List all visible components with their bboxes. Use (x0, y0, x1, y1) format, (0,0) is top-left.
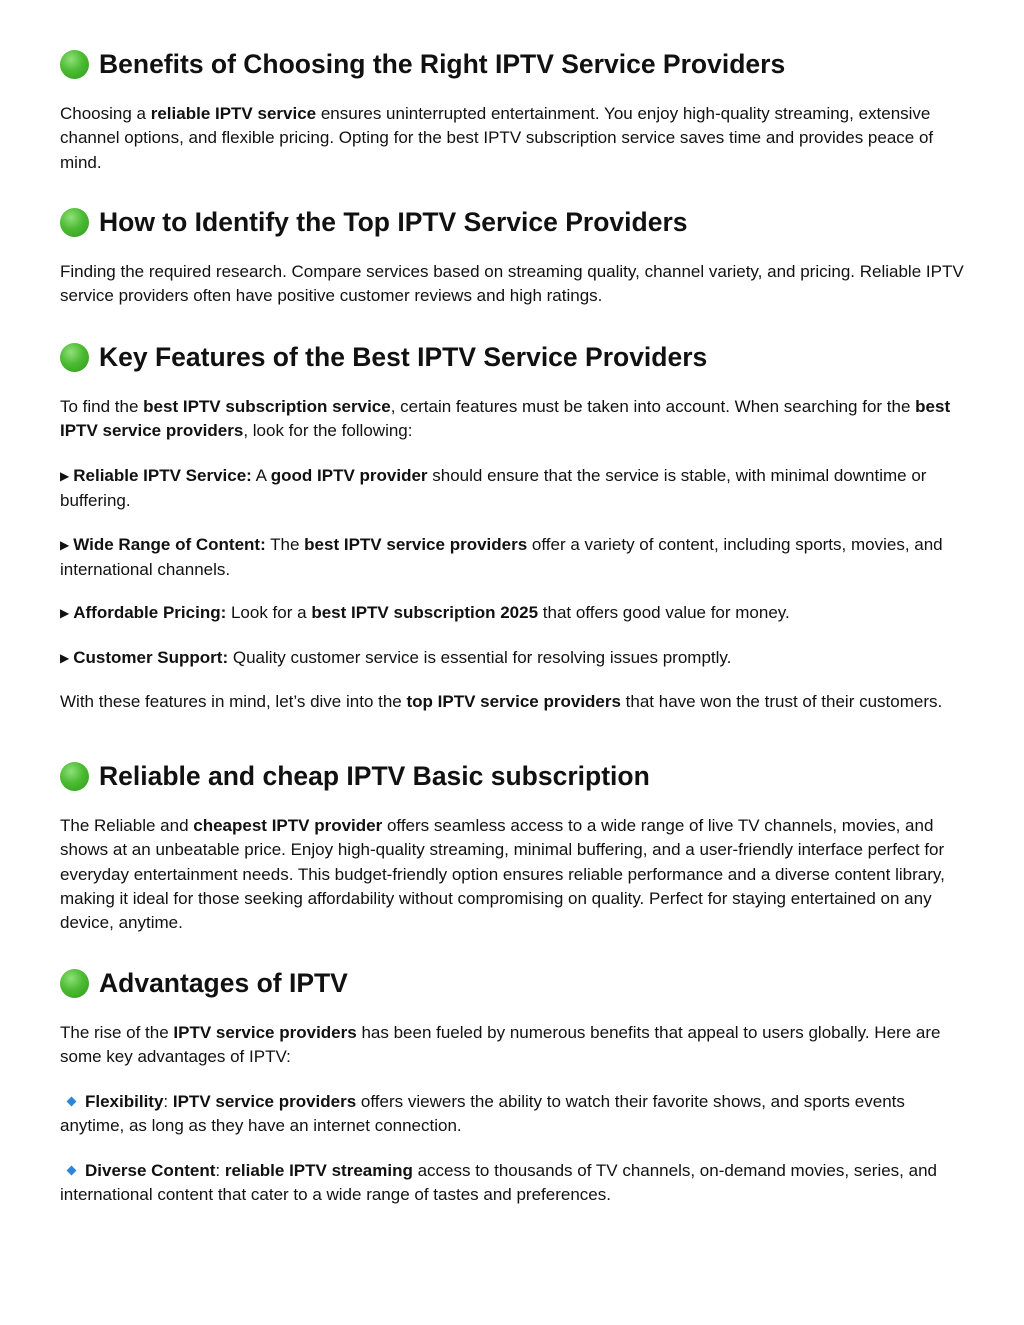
text-span: : (215, 1161, 225, 1180)
feature-title: Reliable IPTV Service: (73, 466, 252, 485)
text-span: The (265, 535, 305, 554)
text-span: The Reliable and (60, 816, 194, 835)
text-span: : (163, 1092, 173, 1111)
text-span: To find the (60, 397, 144, 416)
feature-item (60, 464, 970, 514)
paragraph-text (60, 690, 970, 714)
bold-keyword: best IPTV service providers (304, 535, 528, 554)
section-benefits (60, 48, 970, 80)
feature-text (60, 646, 970, 671)
heading-text: Reliable and cheap IPTV Basic subscription (99, 761, 650, 791)
advantage-item (60, 1159, 970, 1208)
text-span: , certain features must be taken into account. When searching for the (390, 397, 916, 416)
bold-keyword: IPTV service providers (172, 1092, 357, 1111)
advantage-text (60, 1090, 970, 1139)
text-span: that offers good value for money. (538, 603, 790, 622)
bold-keyword: best IPTV subscription service (143, 397, 391, 416)
triangle-right-icon: ▶ (60, 538, 70, 552)
green-circle-icon (60, 343, 89, 372)
text-span: should ensure that the service is stable, with minimal downtime or buffering. (60, 466, 927, 511)
advantage-title: Diverse Content (85, 1161, 216, 1180)
triangle-right-icon: ▶ (60, 606, 70, 620)
text-span: With these features in mind, let’s dive into the (60, 692, 407, 711)
text-span: that have won the trust of their customers. (620, 692, 943, 711)
section-heading (60, 206, 970, 238)
text-span: ensures uninterrupted entertainment. You enjoy high-quality streaming, extensive channel options, and flexible pricing. Opting for the best IPTV subscription service saves time and provides peace of mind. (60, 104, 934, 172)
text-span: has been fueled by numerous benefits that appeal to users globally. Here are some key advantages of IPTV: (60, 1023, 941, 1067)
paragraph (60, 814, 970, 935)
text-span: access to thousands of TV channels, on-demand movies, series, and international content that cater to a wide range of tastes and preferences. (60, 1161, 937, 1205)
section-advantages (60, 967, 970, 999)
text-span: A (251, 466, 271, 485)
feature-title: Affordable Pricing: (73, 603, 227, 622)
section-heading (60, 48, 970, 80)
green-circle-icon (60, 50, 89, 79)
section-heading (60, 341, 970, 373)
feature-text (60, 464, 970, 514)
feature-title: Wide Range of Content: (73, 535, 266, 554)
feature-item (60, 533, 970, 583)
feature-item (60, 646, 970, 671)
text-span: offer a variety of content, including sports, movies, and international channels. (60, 535, 943, 580)
text-span: The rise of the (60, 1023, 174, 1042)
paragraph-text: Finding the required research. Compare services based on streaming quality, channel variety, and pricing. Reliable IPTV service providers often have positive customer reviews and high ratings. (60, 262, 964, 306)
heading-text: Key Features of the Best IPTV Service Providers (99, 342, 708, 372)
bold-keyword: reliable IPTV service (150, 104, 317, 123)
triangle-right-icon: ▶ (60, 469, 70, 483)
section-identify (60, 206, 970, 238)
paragraph (60, 102, 970, 175)
section-heading (60, 967, 970, 999)
advantage-title: Flexibility (85, 1092, 164, 1111)
feature-text (60, 533, 970, 583)
blue-diamond-icon (67, 1166, 77, 1176)
text-span: Look for a (226, 603, 312, 622)
paragraph (60, 260, 970, 309)
paragraph-text (60, 814, 970, 935)
text-span: , look for the following: (243, 421, 413, 441)
bold-keyword: best IPTV subscription 2025 (311, 603, 539, 622)
blue-diamond-icon (67, 1097, 77, 1107)
heading-text: Advantages of IPTV (99, 968, 348, 998)
paragraph-text (60, 102, 970, 175)
feature-text (60, 601, 970, 626)
heading-text: How to Identify the Top IPTV Service Providers (99, 207, 688, 237)
text-span: offers seamless access to a wide range of live TV channels, movies, and shows at an unbeatable price. Enjoy high-quality streaming, minimal buffering, and a user-friendly interface perfect for everyday entertainment needs. This budget-friendly option ensures reliable performance and a diverse content library, making it ideal for those seeking affordability without compromising on quality. Perfect for staying entertained on any device, anytime. (60, 816, 945, 933)
paragraph-text (60, 1021, 970, 1070)
bold-keyword: good IPTV provider (270, 466, 428, 485)
paragraph (60, 690, 970, 714)
bold-keyword: cheapest IPTV provider (193, 816, 383, 835)
green-circle-icon (60, 208, 89, 237)
bold-keyword: best IPTV service providers (60, 397, 951, 441)
green-circle-icon (60, 969, 89, 998)
section-key-features (60, 341, 970, 373)
green-circle-icon (60, 762, 89, 791)
paragraph (60, 395, 970, 444)
bold-keyword: reliable IPTV streaming (224, 1161, 413, 1180)
section-heading (60, 760, 970, 792)
heading-text: Benefits of Choosing the Right IPTV Service Providers (99, 49, 786, 79)
text-span: Quality customer service is essential for resolving issues promptly. (228, 648, 732, 667)
bold-keyword: top IPTV service providers (406, 692, 621, 711)
feature-title: Customer Support: (73, 648, 229, 667)
feature-item (60, 601, 970, 626)
text-span: offers viewers the ability to watch their favorite shows, and sports events anytime, as long as they have an internet connection. (60, 1092, 905, 1136)
advantage-item (60, 1090, 970, 1139)
text-span: Choosing a (60, 104, 151, 123)
paragraph-text (60, 395, 970, 444)
advantage-text (60, 1159, 970, 1208)
triangle-right-icon: ▶ (60, 651, 70, 665)
section-cheap-subscription (60, 760, 970, 792)
paragraph (60, 1021, 970, 1070)
bold-keyword: IPTV service providers (173, 1023, 357, 1042)
